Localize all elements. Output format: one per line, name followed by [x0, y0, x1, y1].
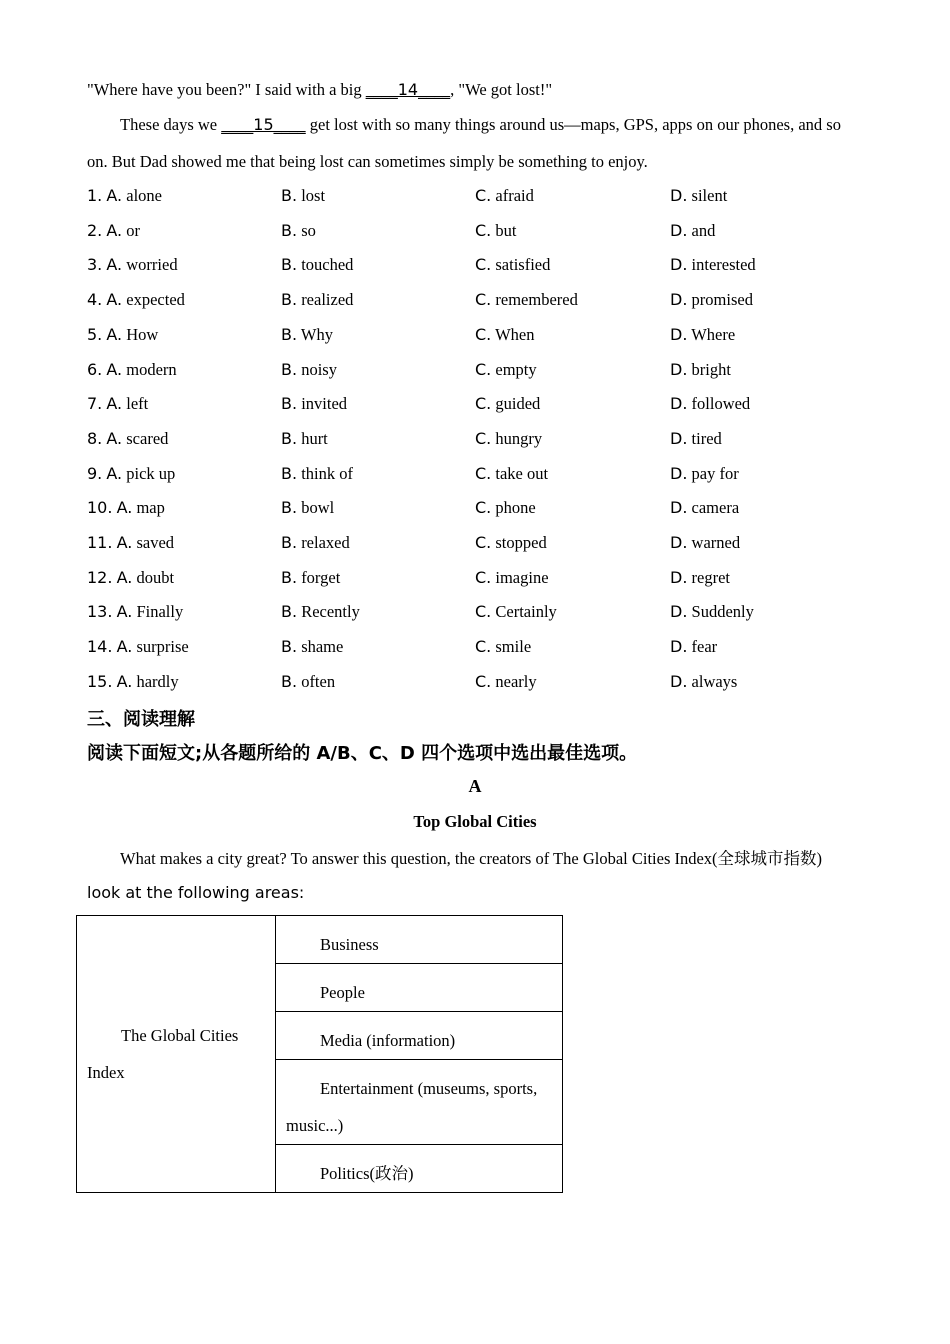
option-label: A. — [106, 463, 123, 483]
section-instruction: 阅读下面短文;从各题所给的 A/B、C、D 四个选项中选出最佳选项。 — [87, 743, 638, 764]
option-label: A. — [116, 671, 133, 691]
option-c — [475, 290, 578, 310]
option-label: C. — [475, 394, 492, 414]
area-cell — [276, 1012, 563, 1060]
option-text: afraid — [495, 186, 534, 205]
option-text: bright — [691, 359, 731, 379]
option-label: B. — [281, 290, 298, 310]
option-d — [670, 325, 735, 345]
option-label: A. — [106, 186, 123, 205]
question-number: 1. — [87, 186, 103, 205]
question-number: 15. — [87, 671, 113, 691]
option-b — [281, 672, 335, 692]
option-a — [87, 568, 174, 588]
option-label: C. — [475, 533, 492, 552]
option-label: A. — [106, 359, 123, 379]
option-text: hardly — [136, 671, 179, 691]
option-label: D. — [670, 637, 688, 657]
option-label: A. — [106, 428, 123, 448]
option-c — [475, 325, 535, 345]
option-b — [281, 290, 353, 310]
option-label: A. — [106, 290, 123, 310]
option-text: nearly — [495, 671, 537, 691]
option-text: shame — [301, 637, 344, 657]
question-row — [87, 637, 867, 661]
question-number: 9. — [87, 463, 103, 483]
option-label: A. — [116, 602, 133, 622]
option-c — [475, 672, 537, 692]
question-row — [87, 464, 867, 488]
area-media: Media (information) — [320, 1031, 456, 1050]
option-text: promised — [691, 290, 753, 310]
option-b — [281, 221, 316, 241]
option-label: D. — [670, 394, 688, 414]
option-text: phone — [495, 498, 536, 518]
option-label: D. — [670, 186, 688, 205]
option-label: D. — [670, 567, 688, 587]
question-number: 5. — [87, 324, 103, 344]
question-number: 11. — [87, 533, 113, 552]
option-label: C. — [475, 359, 492, 379]
question-number: 6. — [87, 359, 103, 379]
option-a — [87, 498, 165, 518]
option-c — [475, 568, 549, 588]
option-d — [670, 464, 739, 484]
option-text: often — [301, 671, 336, 691]
option-text: imagine — [495, 567, 549, 587]
option-label: C. — [475, 498, 492, 518]
option-label: C. — [475, 186, 492, 205]
area-business: Business — [320, 935, 379, 954]
option-b — [281, 464, 353, 484]
option-text: lost — [301, 186, 326, 205]
question-number: 12. — [87, 567, 113, 587]
option-text: fear — [691, 637, 718, 657]
option-label: A. — [106, 255, 123, 275]
option-c — [475, 464, 548, 484]
option-label: C. — [475, 220, 492, 240]
option-text: doubt — [136, 567, 175, 587]
option-label: C. — [475, 602, 492, 622]
question-row — [87, 568, 867, 592]
option-label: C. — [475, 290, 492, 310]
option-text: remembered — [495, 290, 578, 310]
question-number: 13. — [87, 602, 113, 622]
option-b — [281, 360, 337, 380]
option-a — [87, 464, 175, 484]
option-a — [87, 290, 185, 310]
option-text: interested — [691, 255, 756, 275]
option-text: Why — [300, 324, 333, 344]
option-text: relaxed — [301, 533, 350, 552]
question-row — [87, 533, 867, 557]
question-row — [87, 602, 867, 626]
question-number: 4. — [87, 290, 103, 310]
option-text: touched — [301, 255, 354, 275]
option-text: think of — [301, 463, 353, 483]
option-text: hungry — [495, 428, 543, 448]
option-a — [87, 429, 168, 449]
option-text: saved — [136, 533, 175, 552]
option-d — [670, 255, 756, 275]
option-label: B. — [281, 186, 298, 205]
option-text: When — [495, 324, 535, 344]
option-text: always — [691, 671, 738, 691]
option-text: surprise — [136, 637, 189, 657]
option-label: D. — [670, 463, 688, 483]
option-d — [670, 360, 731, 380]
option-label: B. — [281, 602, 298, 622]
option-text: noisy — [301, 359, 337, 379]
option-c — [475, 186, 534, 206]
option-a — [87, 533, 174, 553]
option-text: silent — [691, 186, 728, 205]
question-number: 14. — [87, 637, 113, 657]
option-label: B. — [281, 220, 298, 240]
passage-line-3: on. But Dad showed me that being lost can sometimes simply be something to enjoy. — [87, 152, 648, 171]
option-text: Certainly — [495, 602, 557, 622]
option-c — [475, 221, 516, 241]
option-text: worried — [126, 255, 178, 275]
option-text: regret — [691, 567, 731, 587]
option-text: guided — [495, 394, 541, 414]
option-text: take out — [495, 463, 549, 483]
option-text: map — [136, 498, 165, 518]
index-name-cell — [77, 916, 276, 1193]
option-text: or — [126, 220, 141, 240]
option-c — [475, 429, 542, 449]
passage-text: "Where have you been?" I said with a big — [87, 80, 366, 99]
option-label: B. — [281, 428, 298, 448]
option-text: alone — [126, 186, 162, 205]
option-label: D. — [670, 533, 688, 552]
question-number: 8. — [87, 428, 103, 448]
option-c — [475, 637, 531, 657]
option-label: B. — [281, 394, 298, 414]
question-row — [87, 221, 867, 245]
option-text: left — [126, 394, 149, 414]
option-label: A. — [116, 533, 133, 552]
option-label: C. — [475, 671, 492, 691]
section-title: 三、阅读理解 — [87, 709, 195, 730]
question-row — [87, 186, 867, 210]
area-cell — [276, 916, 563, 964]
passage-line-1 — [87, 80, 552, 100]
option-c — [475, 602, 557, 622]
option-label: C. — [475, 324, 492, 344]
option-text: pick up — [126, 463, 176, 483]
option-b — [281, 498, 334, 518]
option-d — [670, 498, 739, 518]
option-text: camera — [691, 498, 740, 518]
option-b — [281, 429, 328, 449]
option-label: D. — [670, 359, 688, 379]
global-cities-index-table — [76, 915, 563, 1193]
option-text: empty — [495, 359, 537, 379]
area-cell — [276, 964, 563, 1012]
option-label: B. — [281, 637, 298, 657]
option-c — [475, 394, 540, 414]
option-b — [281, 394, 347, 414]
article-title: Top Global Cities — [413, 812, 537, 831]
option-label: B. — [281, 359, 298, 379]
option-d — [670, 394, 750, 414]
option-a — [87, 394, 148, 414]
option-d — [670, 533, 740, 553]
area-cell — [276, 1145, 563, 1193]
passage-text: , "We got lost!" — [450, 80, 553, 99]
option-text: hurt — [301, 428, 328, 448]
option-label: D. — [670, 324, 688, 344]
index-name-line-2: Index — [87, 1063, 125, 1082]
option-label: C. — [475, 637, 492, 657]
question-row — [87, 429, 867, 453]
option-label: A. — [106, 220, 123, 240]
option-label: B. — [281, 324, 298, 344]
option-text: Suddenly — [691, 602, 754, 622]
option-b — [281, 325, 333, 345]
option-label: D. — [670, 671, 688, 691]
option-text: tired — [691, 428, 722, 448]
option-text: Finally — [136, 602, 184, 622]
question-row — [87, 672, 867, 696]
option-label: C. — [475, 567, 492, 587]
option-text: warned — [691, 533, 741, 552]
option-d — [670, 568, 730, 588]
option-d — [670, 186, 727, 206]
option-a — [87, 672, 179, 692]
option-label: C. — [475, 463, 492, 483]
question-number: 10. — [87, 498, 113, 518]
option-text: followed — [691, 394, 751, 414]
option-label: D. — [670, 428, 688, 448]
option-label: D. — [670, 255, 688, 275]
area-politics: Politics(政治) — [320, 1164, 414, 1183]
article-intro-line-2: look at the following areas: — [87, 883, 305, 902]
option-text: Recently — [301, 602, 360, 622]
option-text: bowl — [301, 498, 335, 518]
option-a — [87, 360, 177, 380]
option-b — [281, 186, 325, 206]
option-text: invited — [301, 394, 348, 414]
question-number: 3. — [87, 255, 103, 275]
option-c — [475, 255, 550, 275]
option-c — [475, 498, 536, 518]
option-d — [670, 221, 715, 241]
option-text: stopped — [495, 533, 547, 552]
blank-15: ____15____ — [221, 115, 306, 134]
passage-text: get lost with so many things around us—maps, GPS, apps on our phones, and so — [305, 115, 841, 134]
option-b — [281, 255, 353, 275]
option-label: B. — [281, 671, 298, 691]
question-row — [87, 255, 867, 279]
option-label: C. — [475, 255, 492, 275]
article-intro-line-1: What makes a city great? To answer this question, the creators of The Global Cities Index(全球城市指数) — [120, 849, 823, 868]
option-d — [670, 637, 717, 657]
option-a — [87, 255, 178, 275]
option-a — [87, 325, 158, 345]
option-a — [87, 602, 183, 622]
option-label: D. — [670, 602, 688, 622]
option-label: A. — [116, 567, 133, 587]
question-row — [87, 360, 867, 384]
option-text: scared — [126, 428, 169, 448]
option-c — [475, 360, 537, 380]
option-a — [87, 221, 140, 241]
option-label: D. — [670, 498, 688, 518]
option-text: modern — [126, 359, 177, 379]
option-b — [281, 637, 343, 657]
option-d — [670, 672, 737, 692]
area-cell — [276, 1060, 563, 1145]
option-b — [281, 533, 350, 553]
blank-14: ____14____ — [365, 80, 451, 99]
area-entertainment: Entertainment (museums, sports, — [320, 1079, 538, 1098]
option-label: D. — [670, 220, 688, 240]
option-text: Where — [691, 324, 736, 344]
option-d — [670, 290, 753, 310]
option-label: A. — [106, 394, 123, 414]
option-text: but — [495, 220, 517, 240]
area-entertainment-continuation: music...) — [286, 1116, 344, 1135]
option-label: B. — [281, 533, 298, 552]
article-letter: A — [468, 776, 482, 796]
passage-text: These days we — [120, 115, 222, 134]
option-label: B. — [281, 255, 298, 275]
option-label: D. — [670, 290, 688, 310]
option-text: How — [126, 324, 159, 344]
question-number: 2. — [87, 220, 103, 240]
option-c — [475, 533, 547, 553]
option-text: so — [301, 220, 316, 240]
option-label: B. — [281, 463, 298, 483]
option-text: pay for — [691, 463, 739, 483]
option-label: A. — [116, 498, 133, 518]
option-b — [281, 568, 340, 588]
option-text: expected — [126, 290, 185, 310]
option-a — [87, 186, 162, 206]
option-label: B. — [281, 567, 298, 587]
question-row — [87, 325, 867, 349]
question-row — [87, 498, 867, 522]
option-label: C. — [475, 428, 492, 448]
option-text: satisfied — [495, 255, 551, 275]
option-d — [670, 602, 754, 622]
option-text: smile — [495, 637, 532, 657]
question-row — [87, 394, 867, 418]
index-name-line-1: The Global Cities — [121, 1026, 239, 1045]
option-b — [281, 602, 360, 622]
question-number: 7. — [87, 394, 103, 414]
question-row — [87, 290, 867, 314]
option-a — [87, 637, 189, 657]
option-label: A. — [116, 637, 133, 657]
option-d — [670, 429, 722, 449]
option-text: and — [691, 220, 716, 240]
option-label: B. — [281, 498, 298, 518]
area-people: People — [320, 983, 365, 1002]
option-text: forget — [301, 567, 341, 587]
passage-line-2 — [120, 115, 841, 135]
option-text: realized — [301, 290, 354, 310]
option-label: A. — [106, 324, 123, 344]
